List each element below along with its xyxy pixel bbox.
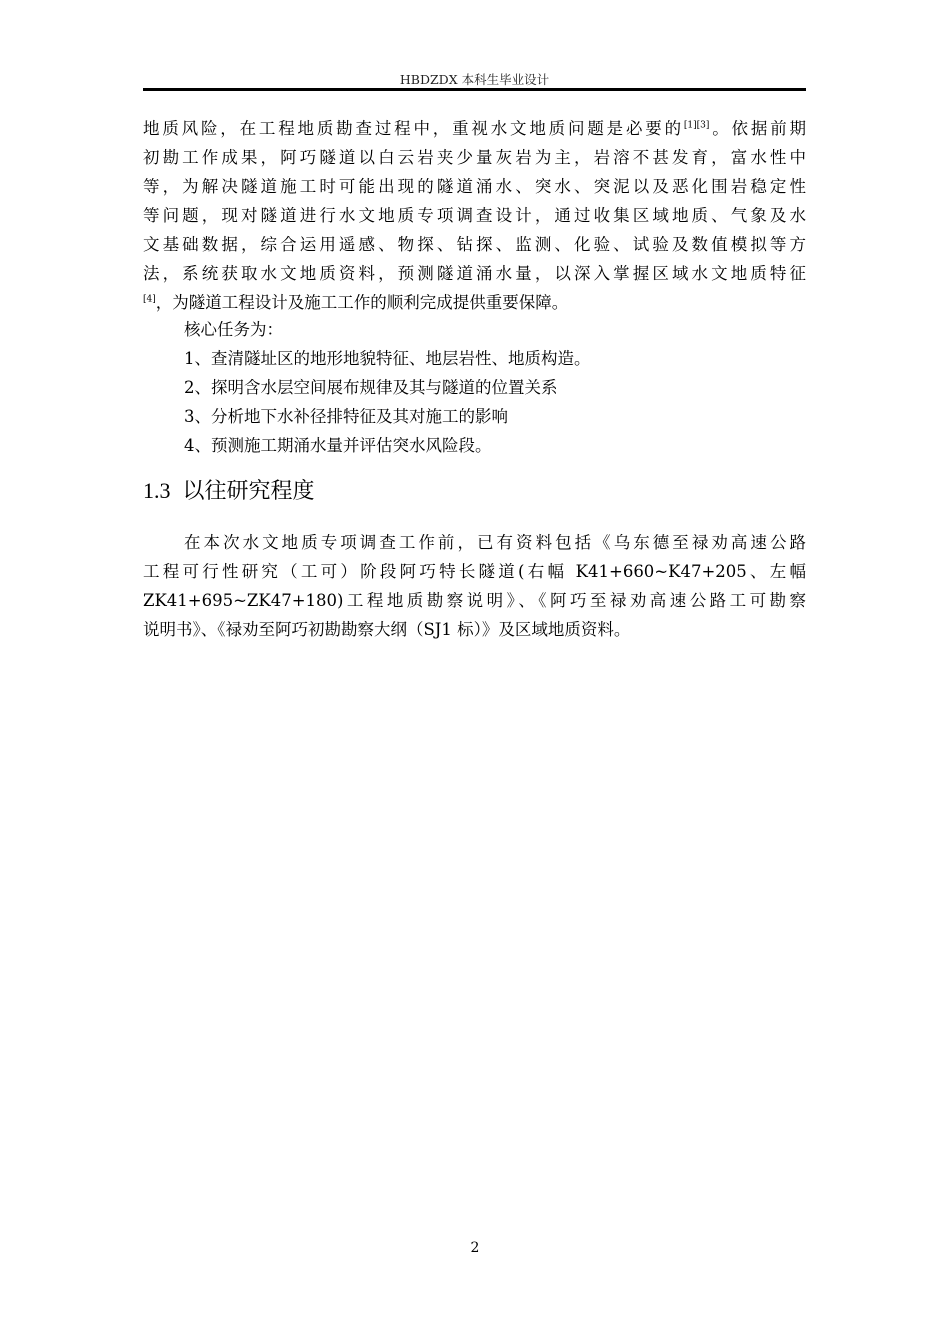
text-segment: ，为隧道工程设计及施工工作的顺利完成提供重要保障。 [155, 293, 569, 312]
text-segment: 地质风险，在工程地质勘查过程中，重视水文地质问题是必要的 [143, 119, 684, 138]
text-segment: 。依据前期 [709, 119, 807, 138]
header-rule [143, 88, 806, 91]
task-item: 2、探明含水层空间展布规律及其与隧道的位置关系 [184, 378, 558, 397]
page-header: HBDZDX 本科生毕业设计 [399, 72, 550, 87]
text-line [143, 114, 806, 143]
section-title: 以往研究程度 [182, 479, 315, 504]
text-line [143, 288, 806, 317]
text-line: ZK41+695~ZK47+180)工程地质勘察说明》、《阿巧至禄劝高速公路工可勘察 [143, 591, 806, 610]
section-number: 1.3 [143, 478, 171, 503]
page-number: 2 [470, 1240, 480, 1256]
task-item: 1、查清隧址区的地形地貌特征、地层岩性、地质构造。 [184, 349, 591, 368]
text-line: 等，为解决隧道施工时可能出现的隧道涌水、突水、突泥以及恶化围岩稳定性 [143, 177, 806, 196]
paragraph-1 [143, 114, 806, 317]
text-line: 初勘工作成果，阿巧隧道以白云岩夹少量灰岩为主，岩溶不甚发育，富水性中 [143, 148, 806, 167]
text-line: 说明书》、《禄劝至阿巧初勘勘察大纲（SJ1 标）》及区域地质资料。 [143, 620, 631, 639]
citation: [4] [143, 294, 156, 305]
text-line: 文基础数据，综合运用遥感、物探、钻探、监测、化验、试验及数值模拟等方 [143, 235, 806, 254]
text-line: 工程可行性研究（工可）阶段阿巧特长隧道(右幅 K41+660~K47+205、左幅 [143, 562, 806, 581]
section-heading [143, 474, 315, 505]
text-line: 法，系统获取水文地质资料，预测隧道涌水量，以深入掌握区域水文地质特征 [143, 264, 806, 283]
task-list [184, 315, 591, 460]
task-intro: 核心任务为： [184, 320, 283, 339]
text-line: 等问题，现对隧道进行水文地质专项调查设计，通过收集区域地质、气象及水 [143, 206, 806, 225]
task-item: 4、预测施工期涌水量并评估突水风险段。 [184, 436, 492, 455]
paragraph-2 [143, 528, 806, 644]
task-item: 3、分析地下水补径排特征及其对施工的影响 [184, 407, 508, 426]
citation: [1][3] [683, 120, 710, 131]
text-line: 在本次水文地质专项调查工作前，已有资料包括《乌东德至禄劝高速公路 [184, 533, 806, 552]
